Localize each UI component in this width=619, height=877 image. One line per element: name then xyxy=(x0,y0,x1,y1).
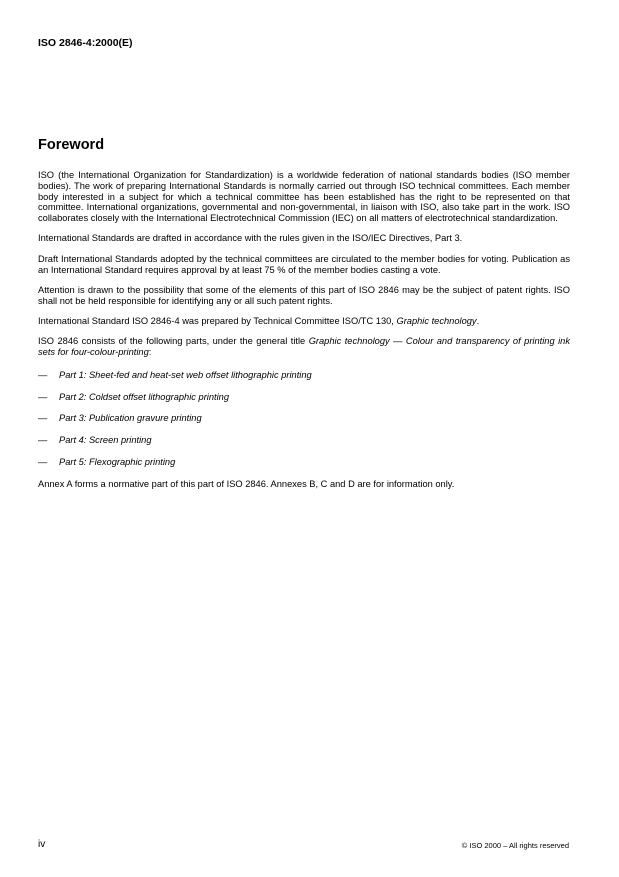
committee-name: Graphic technology xyxy=(396,315,477,326)
paragraph-committee xyxy=(38,316,570,327)
paragraph-voting: Draft International Standards adopted by the technical committees are circulated to the member bodies for voting. Publication as an International Standard requires approval by at least 75 % of the member bodies casting a vote. xyxy=(38,253,570,275)
list-item xyxy=(38,457,570,468)
copyright-notice: © ISO 2000 – All rights reserved xyxy=(461,841,569,850)
parts-intro-text: ISO 2846 consists of the following parts, under the general title xyxy=(38,336,309,347)
standard-code: ISO 2846-4:2000(E) xyxy=(38,37,133,49)
paragraph-iso-description: ISO (the International Organization for Standardization) is a worldwide federation of national standards bodies (ISO member bodies). The work of preparing International Standards is normally carried out through ISO technical committees. Each member body interested in a subject for which a technical committee has been established has the right to be represented on that committee. International organizations, governmental and non-governmental, in liaison with ISO, also take part in the work. ISO collaborates closely with the International Electrotechnical Commission (IEC) on all matters of electrotechnical standardization. xyxy=(38,170,570,224)
list-dash: — xyxy=(38,435,48,446)
part-title: Part 4: Screen printing xyxy=(59,435,152,446)
part-title: Part 3: Publication gravure printing xyxy=(59,413,202,424)
committee-suffix: . xyxy=(476,315,480,326)
foreword-body xyxy=(38,170,570,490)
part-title: Part 5: Flexographic printing xyxy=(59,457,176,468)
section-title: Foreword xyxy=(38,137,105,153)
parts-intro-suffix: : xyxy=(148,347,152,358)
list-dash: — xyxy=(38,413,48,424)
list-item xyxy=(38,392,570,403)
committee-text: International Standard ISO 2846-4 was prepared by Technical Committee ISO/TC 130, xyxy=(38,315,397,326)
paragraph-drafting-rules: International Standards are drafted in accordance with the rules given in the ISO/IEC Directives, Part 3. xyxy=(38,233,463,244)
paragraph-annexes: Annex A forms a normative part of this part of ISO 2846. Annexes B, C and D are for information only. xyxy=(38,478,455,489)
list-dash: — xyxy=(38,457,48,468)
parts-list xyxy=(38,370,570,468)
list-dash: — xyxy=(38,369,48,380)
part-title: Part 2: Coldset offset lithographic printing xyxy=(59,391,230,402)
list-item xyxy=(38,370,570,381)
page-number: iv xyxy=(38,839,46,850)
general-title: Graphic technology — Colour and transparency of printing ink sets for four-colour-printing xyxy=(38,336,570,358)
list-item xyxy=(38,435,570,446)
paragraph-parts-intro xyxy=(38,336,570,358)
paragraph-patent-rights: Attention is drawn to the possibility that some of the elements of this part of ISO 2846 may be the subject of patent rights. ISO shall not be held responsible for identifying any or all such patent rights. xyxy=(38,284,570,306)
list-dash: — xyxy=(38,391,48,402)
part-title: Part 1: Sheet-fed and heat-set web offset lithographic printing xyxy=(59,369,312,380)
list-item xyxy=(38,413,570,424)
